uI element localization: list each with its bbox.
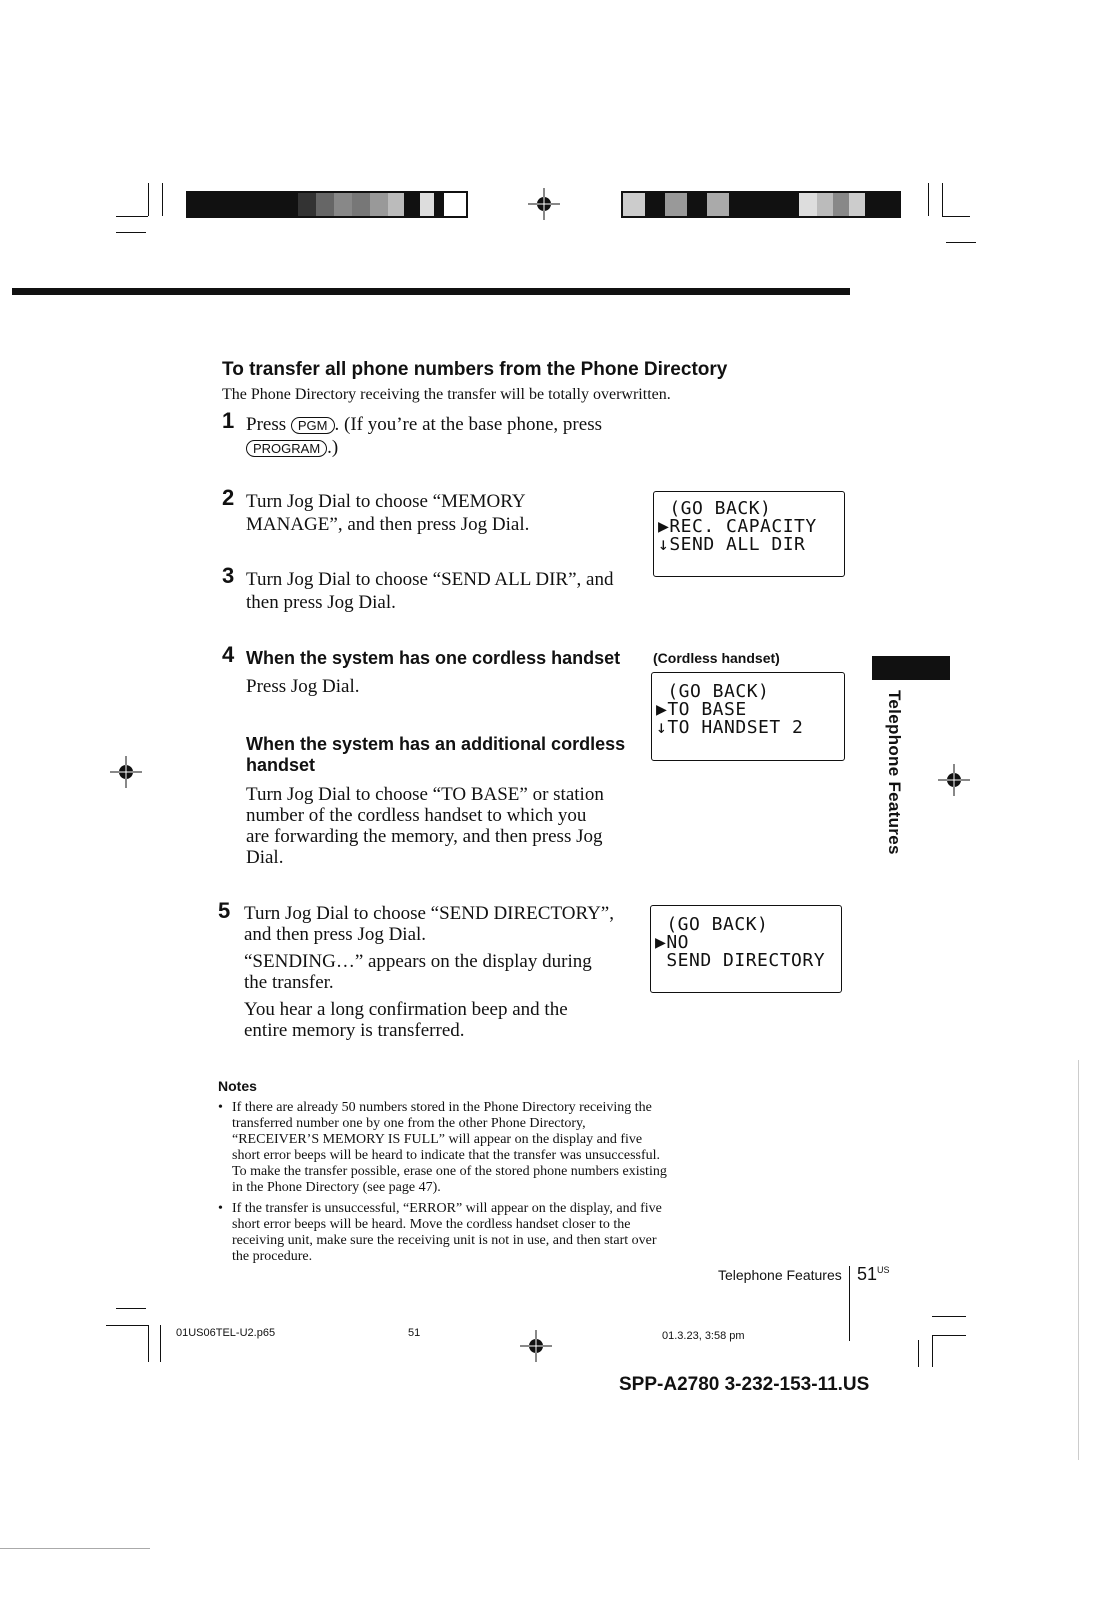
note-line: short error beeps will be heard to indicate that the transfer was unsuccessful. xyxy=(232,1148,661,1163)
lcd-display-handset xyxy=(651,672,845,761)
crop-mark xyxy=(942,183,943,216)
step-4-heading-line: When the system has an additional cordless xyxy=(246,734,626,754)
crop-mark xyxy=(148,183,149,216)
step-1-post: .) xyxy=(327,437,339,458)
step-4-heading-one-handset: When the system has one cordless handset xyxy=(246,648,621,668)
step-2-line: Turn Jog Dial to choose “MEMORY xyxy=(246,491,526,512)
step-1-pre: Press xyxy=(246,414,291,435)
edge-line xyxy=(1078,1060,1079,1460)
step-5-text xyxy=(244,903,614,1041)
step-5-line: “SENDING…” appears on the display during xyxy=(244,951,592,972)
step-1-text xyxy=(246,413,646,459)
intro-text: The Phone Directory receiving the transfer will be totally overwritten. xyxy=(222,386,671,403)
bullet: • xyxy=(218,1201,223,1216)
step-5-line: and then press Jog Dial. xyxy=(244,924,427,945)
crop-mark xyxy=(116,216,148,217)
note-line: “RECEIVER’S MEMORY IS FULL” will appear on the display and five xyxy=(232,1132,643,1147)
lcd-line: SEND DIRECTORY xyxy=(655,950,826,971)
crop-mark xyxy=(932,1335,933,1367)
step-5-line: You hear a long confirmation beep and the xyxy=(244,999,568,1020)
step-3-line: Turn Jog Dial to choose “SEND ALL DIR”, and xyxy=(246,569,614,590)
crop-mark xyxy=(162,183,163,216)
lcd-line: (GO BACK) xyxy=(655,914,769,935)
step-4-text-one-handset: Press Jog Dial. xyxy=(246,676,360,697)
step-4-text-additional xyxy=(246,784,604,868)
step-number: 5 xyxy=(218,898,231,923)
note-line: in the Phone Directory (see page 47). xyxy=(232,1180,441,1195)
step-4-line: Turn Jog Dial to choose “TO BASE” or station xyxy=(246,784,604,805)
header-rule xyxy=(12,288,850,295)
step-5-line: Turn Jog Dial to choose “SEND DIRECTORY”, xyxy=(244,903,614,924)
bullet: • xyxy=(218,1100,223,1115)
crop-mark xyxy=(918,1340,919,1367)
lcd-line: ▶NO xyxy=(655,932,690,953)
step-4-heading-additional xyxy=(246,734,625,776)
section-tab xyxy=(872,656,950,680)
step-2-line: MANAGE”, and then press Jog Dial. xyxy=(246,514,530,535)
registration-crosshair-icon xyxy=(110,756,142,788)
step-3-line: then press Jog Dial. xyxy=(246,592,396,613)
lcd-line: (GO BACK) xyxy=(658,498,772,519)
lcd-line: ▶REC. CAPACITY xyxy=(658,516,817,537)
step-5-line: the transfer. xyxy=(244,972,334,993)
model-code: SPP-A2780 3-232-153-11.US xyxy=(619,1374,870,1395)
step-1-mid: . (If you’re at the base phone, press xyxy=(334,414,602,435)
registration-crosshair-icon xyxy=(938,764,970,796)
program-key: PROGRAM xyxy=(246,440,327,457)
step-number: 4 xyxy=(222,642,235,667)
step-number: 3 xyxy=(222,563,235,588)
step-2-text xyxy=(246,490,529,536)
notes-title: Notes xyxy=(218,1078,257,1094)
note-line: To make the transfer possible, erase one of the stored phone numbers existing xyxy=(232,1164,667,1179)
lcd-display-menu xyxy=(653,491,845,577)
step-4-line: Dial. xyxy=(246,847,284,868)
note-line: receiving unit, make sure the receiving unit is not in use, and then start over xyxy=(232,1233,657,1248)
note-line: transferred number one by one from the other Phone Directory, xyxy=(232,1116,586,1131)
note-line: If the transfer is unsuccessful, “ERROR” will appear on the display, and five xyxy=(232,1201,662,1216)
slug-datetime: 01.3.23, 3:58 pm xyxy=(662,1330,745,1342)
page-number xyxy=(857,1264,890,1285)
registration-strip-right xyxy=(621,191,901,218)
note-2 xyxy=(218,1201,758,1265)
registration-crosshair-icon xyxy=(528,188,560,220)
step-4-line: number of the cordless handset to which you xyxy=(246,805,587,826)
step-number: 1 xyxy=(222,408,235,433)
lcd-line: (GO BACK) xyxy=(656,681,770,702)
slug-filename: 01US06TEL-U2.p65 xyxy=(176,1327,276,1339)
step-4-line: are forwarding the memory, and then press Jog xyxy=(246,826,603,847)
lcd-line: ↓SEND ALL DIR xyxy=(658,534,806,555)
lcd-line: ↓TO HANDSET 2 xyxy=(656,717,804,738)
pgm-key: PGM xyxy=(291,417,335,434)
crop-mark xyxy=(116,232,146,233)
crop-mark xyxy=(942,216,970,217)
slug-page: 51 xyxy=(408,1327,421,1339)
page-heading: To transfer all phone numbers from the Phone Directory xyxy=(222,359,728,380)
crop-mark xyxy=(932,1316,966,1317)
section-tab-label: Telephone Features xyxy=(885,690,904,855)
crop-mark xyxy=(106,1325,148,1326)
edge-line xyxy=(0,1548,150,1549)
lcd-caption: (Cordless handset) xyxy=(653,650,780,666)
note-line: If there are already 50 numbers stored in the Phone Directory receiving the xyxy=(232,1100,652,1115)
lcd-display-send xyxy=(650,905,842,993)
crop-mark xyxy=(946,242,976,243)
note-line: the procedure. xyxy=(232,1249,313,1264)
note-1 xyxy=(218,1100,758,1196)
crop-mark xyxy=(160,1325,161,1362)
crop-mark xyxy=(932,1335,966,1336)
crop-mark xyxy=(928,183,929,216)
footer-section: Telephone Features xyxy=(718,1267,842,1283)
step-number: 2 xyxy=(222,485,235,510)
lcd-line: ▶TO BASE xyxy=(656,699,747,720)
step-4-heading-line: handset xyxy=(246,755,316,775)
crop-mark xyxy=(116,1308,146,1309)
footer-divider xyxy=(849,1266,850,1341)
step-3-text xyxy=(246,568,613,614)
note-line: short error beeps will be heard. Move the cordless handset closer to the xyxy=(232,1217,631,1232)
registration-strip-left xyxy=(186,191,468,218)
page-number-suffix: US xyxy=(877,1265,890,1275)
crop-mark xyxy=(148,1325,149,1362)
step-5-line: entire memory is transferred. xyxy=(244,1020,465,1041)
page-number-value: 51 xyxy=(857,1264,878,1284)
registration-crosshair-icon xyxy=(520,1330,552,1362)
